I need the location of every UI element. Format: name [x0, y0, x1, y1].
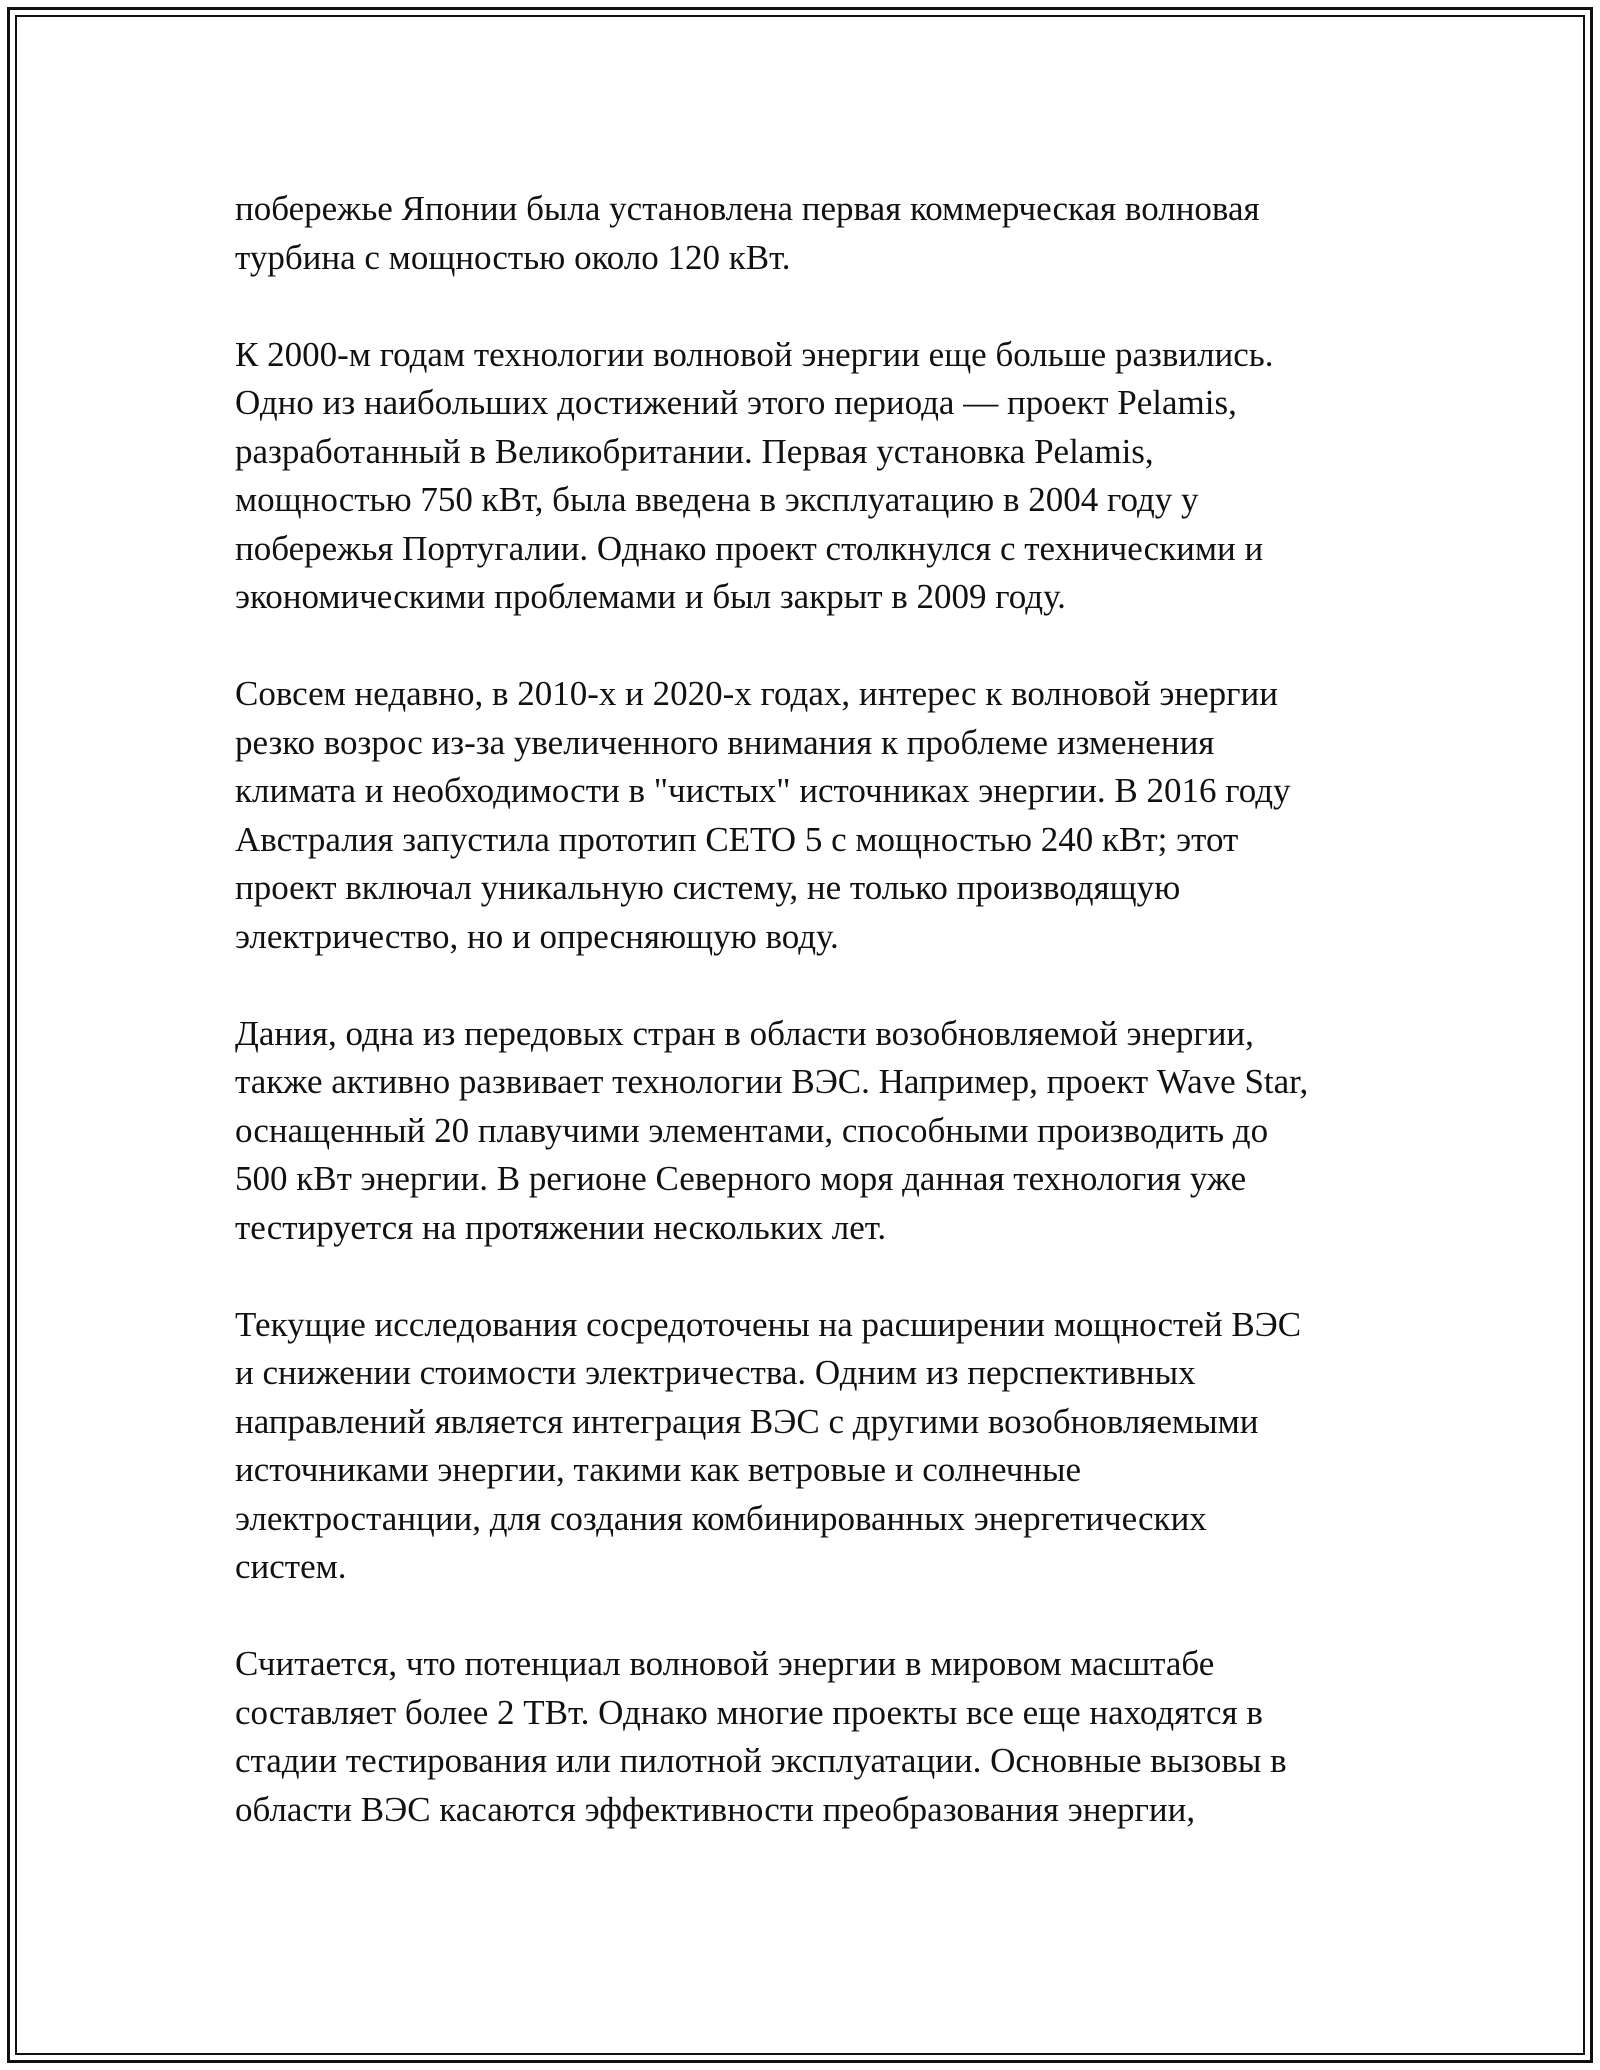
document-body — [235, 185, 1385, 1883]
paragraph-4: Дания, одна из передовых стран в области возобновляемой энергии, также активно развивает технологии ВЭС. Например, проект Wave Star, оснащенный 20 плавучими элементами, способными производить до 500 кВт энергии. В регионе Северного моря данная технология уже тестируется на протяжении нескольких лет. — [235, 1013, 1309, 1247]
paragraph-2: К 2000-м годам технологии волновой энергии еще больше развились. Одно из наибольших достижений этого периода — проект Pelamis, разработанный в Великобритании. Первая установка Pelamis, мощностью 750 кВт, была введена в эксплуатацию в 2004 году у побережья Португалии. Однако проект столкнулся с техническими и экономическими проблемами и был закрыт в 2009 году. — [235, 334, 1274, 616]
paragraph-5: Текущие исследования сосредоточены на расширении мощностей ВЭС и снижении стоимости электричества. Одним из перспективных направлений является интеграция ВЭС с другими возобновляемыми источниками энергии, такими как ветровые и солнечные электростанции, для создания комбинированных энергетических систем. — [235, 1304, 1302, 1586]
paragraph-3: Совсем недавно, в 2010-х и 2020-х годах, интерес к волновой энергии резко возрос из-за увеличенного внимания к проблеме изменения климата и необходимости в "чистых" источниках энергии. В 2016 году Австралия запустила прототип CETO 5 с мощностью 240 кВт; этот проект включал уникальную систему, не только производящую электричество, но и опресняющую воду. — [235, 674, 1291, 956]
paragraph-1: побережье Японии была установлена первая коммерческая волновая турбина с мощностью около 120 кВт. — [235, 189, 1260, 277]
paragraph-6: Считается, что потенциал волновой энергии в мировом масштабе составляет более 2 ТВт. Однако многие проекты все еще находятся в стадии тестирования или пилотной эксплуатации. Основные вызовы в области ВЭС касаются эффективности преобразования энергии, — [235, 1644, 1287, 1829]
